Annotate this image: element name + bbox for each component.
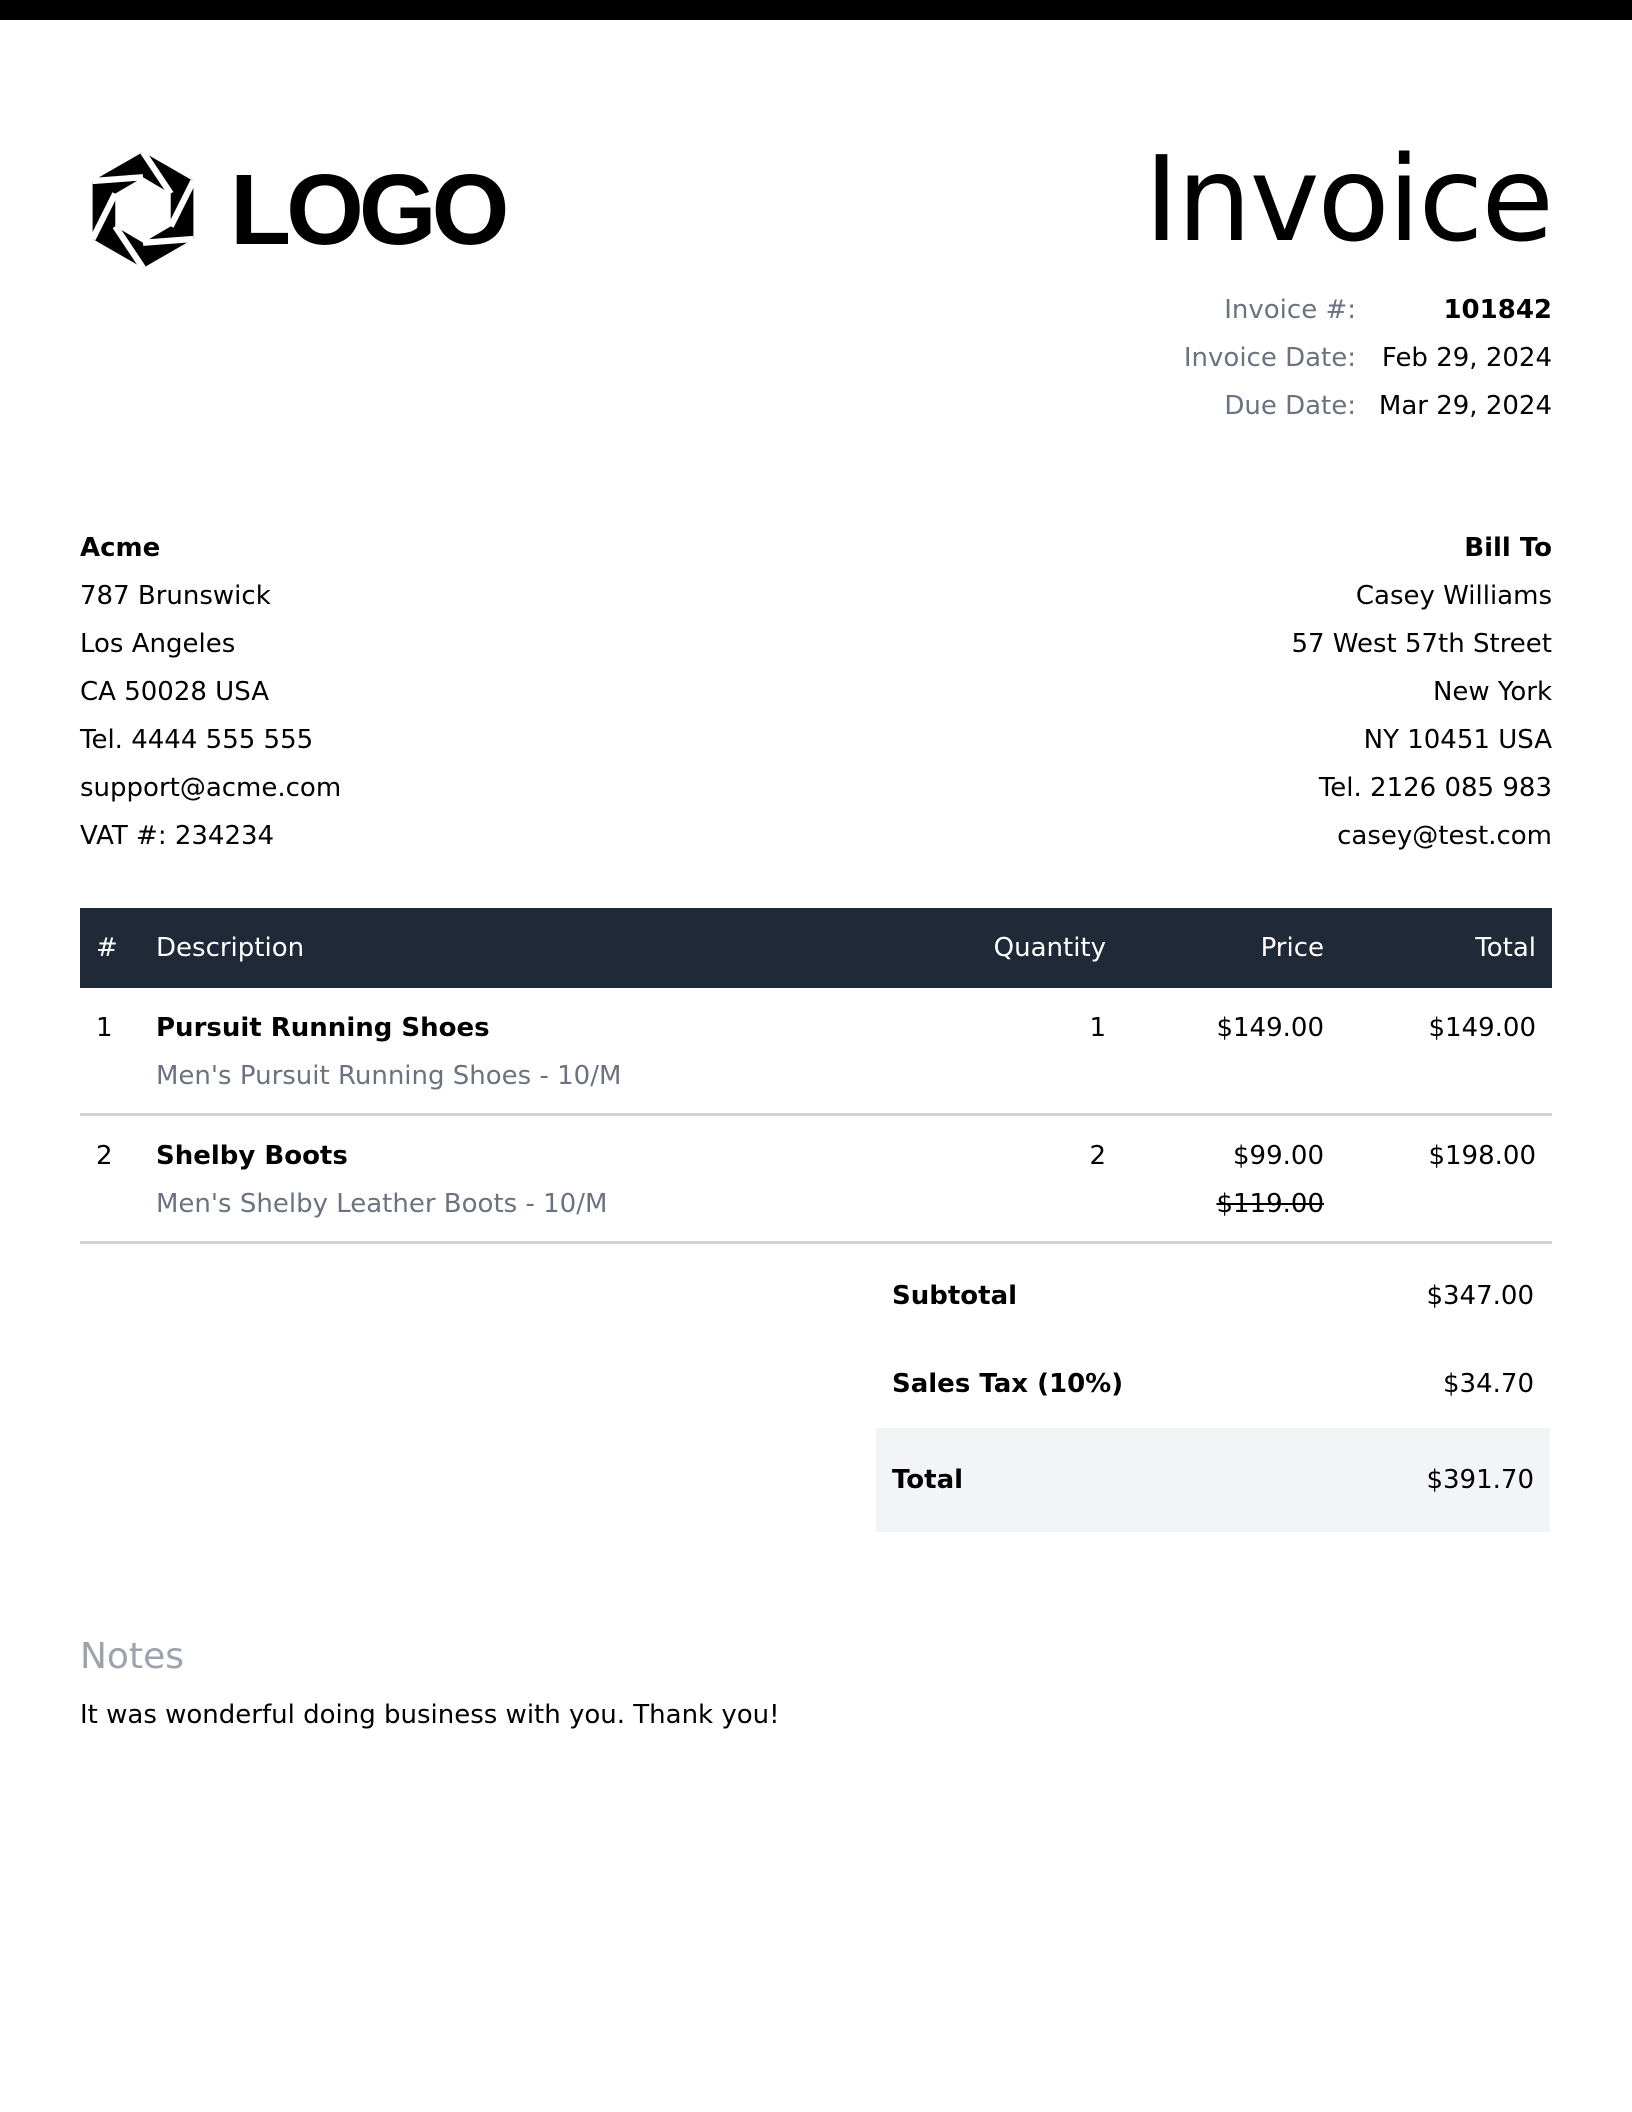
total-value: $391.70 [1426, 1465, 1534, 1495]
due-date-row [992, 382, 1552, 430]
table-row [80, 1116, 1552, 1244]
row-description [150, 1136, 910, 1224]
logo-text: LOGO [230, 154, 505, 266]
customer-street: 57 West 57th Street [1291, 629, 1552, 659]
bill-to-heading: Bill To [1464, 533, 1552, 563]
invoice-date-label: Invoice Date: [1183, 343, 1356, 373]
sender-street: 787 Brunswick [80, 581, 271, 611]
header-number: # [96, 933, 118, 963]
item-price: $149.00 [1216, 1013, 1324, 1043]
line-items-table [80, 908, 1552, 1244]
row-quantity: 1 [1089, 1013, 1106, 1043]
row-price [1106, 1008, 1324, 1048]
total-row [876, 1428, 1550, 1532]
header-price: Price [1260, 933, 1324, 963]
subtotal-value: $347.00 [1426, 1281, 1534, 1311]
due-date-value: Mar 29, 2024 [1378, 391, 1552, 421]
row-price [1106, 1136, 1324, 1224]
item-price: $99.00 [1233, 1141, 1324, 1171]
invoice-title: Invoice [1144, 130, 1552, 268]
top-bar [0, 0, 1632, 20]
invoice-date-value: Feb 29, 2024 [1381, 343, 1552, 373]
row-total: $198.00 [1428, 1141, 1536, 1171]
sender-email: support@acme.com [80, 773, 342, 803]
row-description [150, 1008, 910, 1096]
tax-value: $34.70 [1443, 1369, 1534, 1399]
bill-to-address [1291, 524, 1552, 860]
invoice-number-row [992, 286, 1552, 334]
totals-summary [876, 1252, 1550, 1532]
tax-label: Sales Tax (10%) [892, 1369, 1124, 1399]
subtotal-label: Subtotal [892, 1281, 1018, 1311]
sender-address [80, 524, 341, 860]
table-header [80, 908, 1552, 988]
row-total: $149.00 [1428, 1013, 1536, 1043]
due-date-label: Due Date: [1224, 391, 1356, 421]
original-price: $119.00 [1216, 1189, 1324, 1219]
invoice-meta [992, 286, 1552, 430]
item-detail: Men's Pursuit Running Shoes - 10/M [156, 1061, 622, 1091]
header-description: Description [156, 933, 305, 963]
tax-row [876, 1340, 1550, 1428]
sender-name: Acme [80, 533, 161, 563]
row-number: 2 [96, 1141, 113, 1171]
sender-phone: Tel. 4444 555 555 [80, 725, 314, 755]
customer-name: Casey Williams [1355, 581, 1552, 611]
total-label: Total [892, 1465, 964, 1495]
invoice-number-value: 101842 [1443, 295, 1552, 325]
sender-region: CA 50028 USA [80, 677, 269, 707]
customer-region: NY 10451 USA [1363, 725, 1552, 755]
header-total: Total [1475, 933, 1536, 963]
company-logo [80, 144, 540, 276]
notes-heading: Notes [80, 1636, 184, 1677]
customer-email: casey@test.com [1337, 821, 1552, 851]
customer-city: New York [1432, 677, 1552, 707]
item-name: Pursuit Running Shoes [156, 1013, 490, 1043]
item-detail: Men's Shelby Leather Boots - 10/M [156, 1189, 608, 1219]
header-quantity: Quantity [993, 933, 1106, 963]
table-row [80, 988, 1552, 1116]
subtotal-row [876, 1252, 1550, 1340]
row-quantity: 2 [1089, 1141, 1106, 1171]
sender-vat: VAT #: 234234 [80, 821, 275, 851]
sender-city: Los Angeles [80, 629, 236, 659]
item-name: Shelby Boots [156, 1141, 348, 1171]
customer-phone: Tel. 2126 085 983 [1318, 773, 1552, 803]
invoice-number-label: Invoice #: [1224, 295, 1356, 325]
notes-text: It was wonderful doing business with you. Thank you! [80, 1700, 780, 1730]
hexagon-logo-icon [80, 147, 206, 273]
row-number: 1 [96, 1013, 113, 1043]
invoice-date-row [992, 334, 1552, 382]
